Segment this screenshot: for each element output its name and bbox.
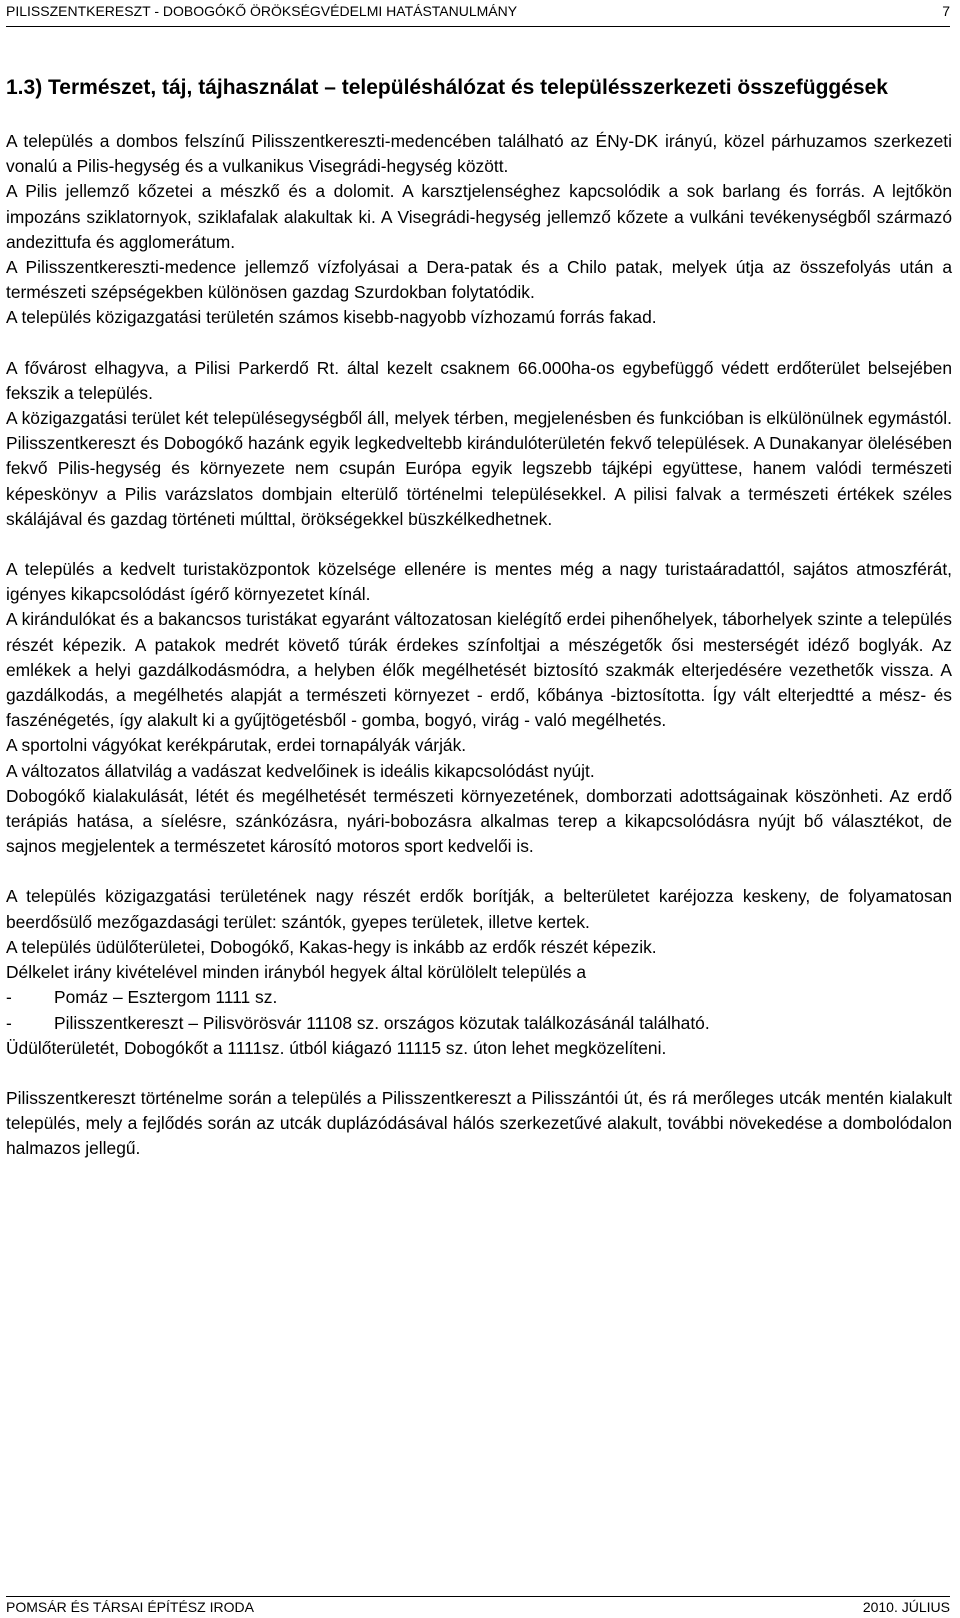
paragraph-geology: A Pilis jellemző kőzetei a mészkő és a dolomit. A karsztjelenséghez kapcsolódik a sok barlang és forrás. A lejtőkön impozáns sziklatornyok, sziklafalak alakultak ki. A Visegrádi-hegység jellemző kőzete a vulkáni tevékenységből származó andezittufa és agglomerátum.: [6, 181, 952, 252]
road-list-item: [6, 985, 952, 1010]
paragraph-land-use: A település közigazgatási területének nagy részét erdők borítják, a belterületet karéjozza keskeny, de folyamatosan beerdősülő mezőgazdasági terület: szántók, gyepes területek, illetve kertek.: [6, 886, 952, 932]
paragraph-settlement-units: A közigazgatási terület két településegységből áll, melyek térben, megjelenésben és funkcióban is elkülönülnek egymástól. Pilisszentkereszt és Dobogókő hazánk egyik legkedveltebb kirándulóterületén fekvő települések. A Dunakanyar ölelésében fekvő Pilis-hegység és környezete nem csupán Európa egyik legszebb tájképi együttese, hanem valódi természeti képeskönyv a Pilis varázslatos dombjain elterülő történelmi településekkel. A pilisi falvak a természeti értékek széles skálájával és gazdag történeti múlttal, örökségekkel büszkélkedhetnek.: [6, 408, 952, 529]
road-list-text: Pilisszentkereszt – Pilisvörösvár 11108 sz. országos közutak találkozásánál található.: [54, 1012, 710, 1033]
list-dash: -: [6, 1012, 12, 1033]
paragraph-relief: A település a dombos felszínű Pilisszentkereszti-medencében található az ÉNy-DK irányú, közel párhuzamos szerkezeti vonalú a Pilis-hegység és a vulkanikus Visegrádi-hegység között.: [6, 131, 952, 177]
paragraph-springs: A település közigazgatási területén számos kisebb-nagyobb vízhozamú forrás fakad.: [6, 307, 657, 328]
list-dash: -: [6, 987, 12, 1008]
paragraph-access: Üdülőterületét, Dobogókőt a 1111sz. útból kiágazó 11115 sz. úton lehet megközelíteni.: [6, 1037, 667, 1058]
road-list-text: Pomáz – Esztergom 1111 sz.: [54, 987, 278, 1008]
paragraph-gap: [6, 859, 952, 884]
paragraph-forest: A fővárost elhagyva, a Pilisi Parkerdő Rt. által kezelt csaknem 66.000ha-os egybefüggő védett erdőterület belsejében fekszik a település.: [6, 357, 952, 403]
page-header: [6, 2, 950, 27]
document-body: [6, 129, 952, 1162]
page-footer: [6, 1596, 950, 1618]
document-title: PILISSZENTKERESZT - DOBOGÓKŐ ÖRÖKSÉGVÉDELMI HATÁSTANULMÁNY: [6, 3, 518, 19]
paragraph-gap: [6, 532, 952, 557]
paragraph-wildlife: A változatos állatvilág a vadászat kedvelőinek is ideális kikapcsolódást nyújt.: [6, 760, 595, 781]
paragraph-history: Pilisszentkereszt történelme során a település a Pilisszentkereszt a Pilisszántói út, és rá merőleges utcák mentén kialakult település, mely a fejlődés során az utcák duplázódásával hálós szerkezetűvé alakult, további növekedése a dombolódalon halmazos jellegű.: [6, 1087, 952, 1159]
paragraph-resort-areas: A település üdülőterületei, Dobogókő, Kakas-hegy is inkább az erdők részét képezik.: [6, 936, 657, 957]
paragraph-gap: [6, 1061, 952, 1086]
paragraph-gap: [6, 331, 952, 356]
footer-office: POMSÁR ÉS TÁRSAI ÉPÍTÉSZ IRODA: [6, 1599, 254, 1615]
paragraph-tourism: A település a kedvelt turistaközpontok közelsége ellenére is mentes még a nagy turistaáradattól, sajátos atmoszférát, igényes kikapcsolódást ígérő környezetet kínál.: [6, 559, 952, 605]
paragraph-hikers: A kirándulókat és a bakancsos turistákat egyaránt változatosan kielégítő erdei pihenőhelyek, táborhelyek szinte a település részét képezik. A patakok medrét követő túrák érdekes színfoltjai a mészégetők ősi mesterségét idéző boglyák. Az emlékek a helyi gazdálkodásmódra, a helyben élők megélhetését biztosító szakmák elterjedésére vezethetők vissza. A gazdálkodás, a megélhetés alapját a természeti környezet - erdő, kőbánya -biztosította. Így vált elterjedtté a mész- és faszénégetés, így alakult ki a gyűjtögetésből - gomba, bogyó, virág - való megélhetés.: [6, 609, 952, 731]
paragraph-surroundings: Délkelet irány kivételével minden irányból hegyek által körülölelt település a: [6, 962, 587, 983]
section-title: 1.3) Természet, táj, tájhasználat – településhálózat és településszerkezeti összefüggések: [6, 76, 888, 99]
road-list-item: [6, 1011, 952, 1036]
paragraph-sports: A sportolni vágyókat kerékpárutak, erdei tornapályák várják.: [6, 735, 467, 756]
footer-date: 2010. JÚLIUS: [862, 1599, 950, 1615]
paragraph-dobogoko: Dobogókő kialakulását, létét és megélhetését természeti környezetének, domborzati adottságainak köszönheti. Az erdő terápiás hatása, a síelésre, szánkózásra, nyári-bobozásra alkalmas terep a kikapcsolódásra nyújt bő választékot, de sajnos megjelentek a természetet károsító motoros sport kedvelői is.: [6, 785, 952, 857]
paragraph-streams: A Pilisszentkereszti-medence jellemző vízfolyásai a Dera-patak és a Chilo patak, melyek útja az összefolyás után a természeti szépségekben különösen gazdag Szurdokban folytatódik.: [6, 257, 952, 303]
page-number: 7: [942, 3, 950, 19]
